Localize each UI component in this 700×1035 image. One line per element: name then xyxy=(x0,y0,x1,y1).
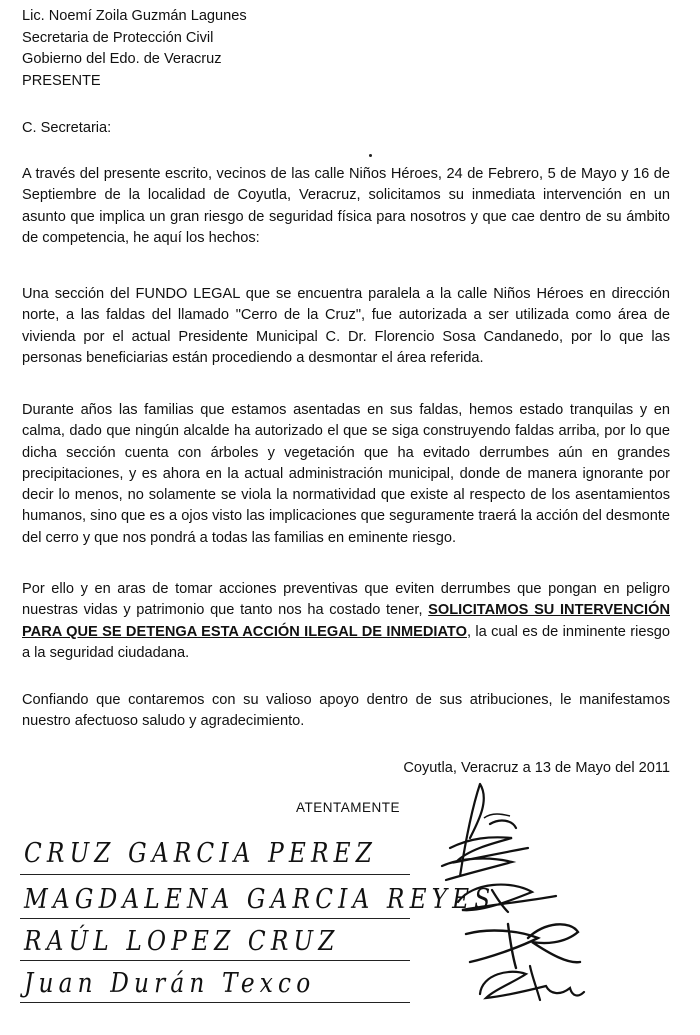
signer-line-3 xyxy=(20,960,410,961)
addressee-government: Gobierno del Edo. de Veracruz xyxy=(22,51,222,67)
request-text-end: , la cual es de inminente riesgo a la seguridad ciudadana. xyxy=(22,623,670,661)
signer-line-1 xyxy=(20,874,410,875)
request-text-start: Por ello y en aras de tomar acciones preventivas que eviten derrumbes que pongan en peligro nuestras vidas y patrimonio que tanto nos ha costado tener, xyxy=(22,581,670,619)
addressee-name: Lic. Noemí Zoila Guzmán Lagunes xyxy=(22,8,247,24)
addressee-position: Secretaria de Protección Civil xyxy=(22,29,214,46)
paragraph-facts: Una sección del FUNDO LEGAL que se encuentra paralela a la calle Niños Héroes en dirección norte, a las faldas del llamado "Cerro de la Cruz", fue autorizada a ser utilizada como área de vivienda por el actual Presidente Municipal C. Dr. Florencio Sosa Candanedo, por lo que las personas beneficiarias están procediendo a desmontar el área referida. xyxy=(22,286,670,366)
signer-name-4: Juan Durán Texco xyxy=(24,968,316,999)
addressee-block xyxy=(22,6,247,92)
signer-name-2: MAGDALENA GARCIA REYES xyxy=(24,884,496,915)
place-date: Coyutla, Veracruz a 13 de Mayo del 2011 xyxy=(403,760,670,776)
stray-mark xyxy=(369,154,372,157)
closing-atentamente: ATENTAMENTE xyxy=(296,800,401,815)
signer-name-1: CRUZ GARCIA PEREZ xyxy=(24,838,378,869)
paragraph-request xyxy=(22,579,670,664)
signer-line-2 xyxy=(20,918,410,919)
salutation: C. Secretaria: xyxy=(22,120,112,136)
paragraph-closing: Confiando que contaremos con su valioso apoyo dentro de sus atribuciones, le manifestamos nuestro afectuoso saludo y agradecimiento. xyxy=(22,692,670,730)
request-bold-text: SOLICITAMOS SU INTERVENCIÓN PARA QUE SE DETENGA ESTA ACCIÓN ILEGAL DE INMEDIATO xyxy=(22,602,670,640)
signature-4 xyxy=(470,960,590,1008)
signer-line-4 xyxy=(20,1002,410,1003)
paragraph-intro: A través del presente escrito, vecinos de las calle Niños Héroes, 24 de Febrero, 5 de Mayo y 16 de Septiembre de la localidad de Coyutla, Veracruz, solicitamos su inmediata intervención en un asunto que implica un gran riesgo de seguridad física para nosotros y que cae dentro de su ámbito de competencia, he aquí los hechos: xyxy=(22,166,670,246)
signer-name-3: RAÚL LOPEZ CRUZ xyxy=(24,926,340,957)
paragraph-background: Durante años las familias que estamos asentadas en sus faldas, hemos estado tranquilas y en calma, dado que ningún alcalde ha autorizado el que se siga construyendo faldas arriba, por lo que dicha sección cuenta con árboles y vegetación que ha evitado derrumbes aún en grandes precipitaciones, y es ahora en la actual administración municipal, donde de manera ignorante por decir lo menos, no solamente se viola la normatividad que existe al respecto de los asentamientos humanos, sino que es a ojos visto las implicaciones que seguramente traerá la acción del desmonte del cerro y que nos pondrá a todas las familias en eminente riesgo. xyxy=(22,402,670,546)
addressee-presente: PRESENTE xyxy=(22,72,101,89)
